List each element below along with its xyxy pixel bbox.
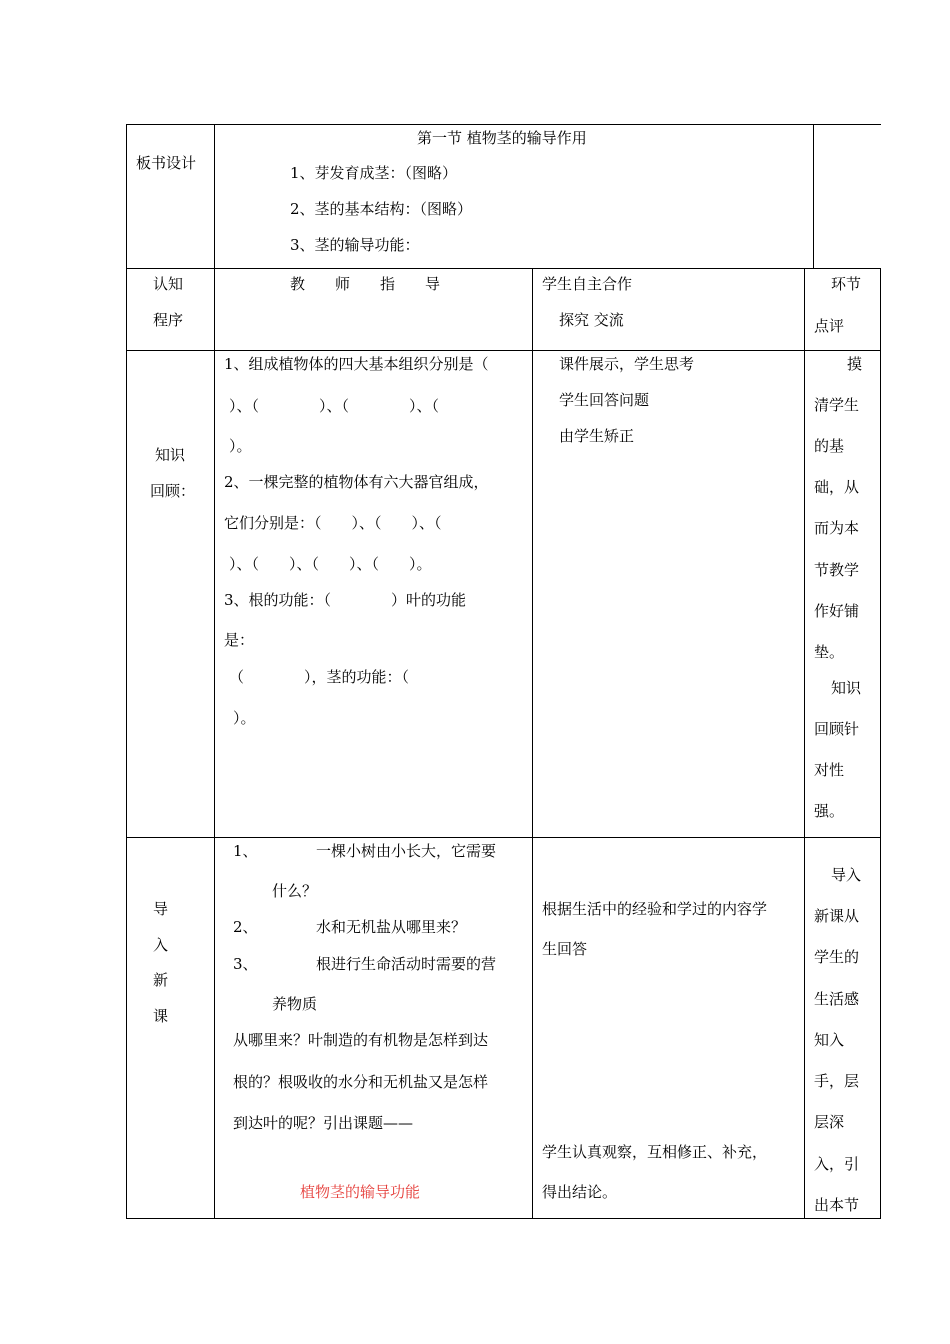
header-bottom-border xyxy=(126,350,881,351)
table-right-border xyxy=(880,268,881,1219)
intro-student-line: 得出结论。 xyxy=(542,1183,618,1201)
intro-label-char: 新 xyxy=(153,971,169,989)
board-item-3: 3、茎的输导功能： xyxy=(290,236,420,254)
review-comment-line: 垫。 xyxy=(814,643,845,661)
review-teacher-line: 3、根的功能：（ ）叶的功能 xyxy=(224,591,467,609)
review-student-line: 由学生矫正 xyxy=(559,427,635,445)
intro-teacher-line: 根的？根吸收的水分和无机盐又是怎样 xyxy=(233,1073,489,1091)
review-teacher-line: ）。 xyxy=(233,709,256,727)
review-comment-line: 强。 xyxy=(814,802,845,820)
review-label-line1: 知识 xyxy=(155,446,186,464)
review-teacher-line: ）。 xyxy=(229,437,252,455)
review-bottom-border xyxy=(126,837,881,838)
review-comment-line: 而为本 xyxy=(814,519,860,537)
intro-comment-line: 层深 xyxy=(814,1113,845,1131)
intro-question-number: 2、 xyxy=(233,918,258,936)
intro-teacher-line: 到达叶的呢？引出课题—— xyxy=(233,1114,414,1132)
header-col4-line1: 环节 xyxy=(831,275,862,293)
review-teacher-line: 它们分别是：（ ）、（ ）、（ xyxy=(224,514,442,532)
review-teacher-line: 2、一棵完整的植物体有六大器官组成， xyxy=(224,473,489,491)
review-teacher-line: ）、（ ）、（ ）、（ xyxy=(229,397,440,415)
intro-student-line: 学生认真观察，互相修正、补充， xyxy=(542,1143,768,1161)
intro-question-text: 根进行生命活动时需要的营 xyxy=(316,955,497,973)
board-bottom-border xyxy=(126,268,881,269)
intro-comment-line: 学生的 xyxy=(814,948,860,966)
intro-comment-line: 手，层 xyxy=(814,1072,860,1090)
review-comment-line: 对性 xyxy=(814,761,845,779)
review-comment-line: 摸 xyxy=(847,355,863,373)
board-item-1: 1、芽发育成茎：（图略） xyxy=(290,164,458,182)
intro-question-number: 1、 xyxy=(233,842,258,860)
lesson-topic: 植物茎的输导功能 xyxy=(300,1183,421,1201)
review-teacher-line: 是： xyxy=(224,631,255,649)
review-student-line: 学生回答问题 xyxy=(559,391,650,409)
col1-divider xyxy=(214,124,215,1219)
header-col3-line1: 学生自主合作 xyxy=(542,275,633,293)
intro-question-number: 3、 xyxy=(233,955,258,973)
table-left-border xyxy=(126,124,127,1219)
intro-student-line: 生回答 xyxy=(542,940,588,958)
review-comment-line: 知识 xyxy=(831,679,862,697)
board-right-divider xyxy=(813,124,814,269)
table-top-border xyxy=(126,124,881,125)
intro-comment-line: 入，引 xyxy=(814,1155,860,1173)
review-teacher-line: 1、组成植物体的四大基本组织分别是（ xyxy=(224,355,489,373)
intro-comment-line: 生活感 xyxy=(814,990,860,1008)
header-col4-line2: 点评 xyxy=(814,317,845,335)
intro-question-text: 水和无机盐从哪里来？ xyxy=(316,918,467,936)
review-comment-line: 作好铺 xyxy=(814,602,860,620)
review-label-line2: 回顾： xyxy=(150,482,196,500)
review-student-line: 课件展示，学生思考 xyxy=(559,355,695,373)
intro-question-continuation: 什么？ xyxy=(272,882,318,900)
table-bottom-border xyxy=(126,1218,881,1219)
review-comment-line: 清学生 xyxy=(814,396,860,414)
intro-comment-line: 出本节 xyxy=(814,1196,860,1214)
intro-question-continuation: 养物质 xyxy=(272,995,318,1013)
intro-question-text: 一棵小树由小长大，它需要 xyxy=(316,842,497,860)
review-teacher-line: （ ），茎的功能：（ xyxy=(229,668,410,686)
intro-student-line: 根据生活中的经验和学过的内容学 xyxy=(542,900,768,918)
col2-divider xyxy=(532,268,533,1219)
header-col3-line2: 探究 交流 xyxy=(559,311,624,329)
header-col1-line2: 程序 xyxy=(153,311,184,329)
review-comment-line: 的基 xyxy=(814,437,845,455)
board-title: 第一节 植物茎的输导作用 xyxy=(417,129,587,147)
col3-divider xyxy=(804,268,805,1219)
review-comment-line: 节教学 xyxy=(814,561,860,579)
board-item-2: 2、茎的基本结构：（图略） xyxy=(290,200,473,218)
intro-label-char: 课 xyxy=(153,1007,169,1025)
header-col1-line1: 认知 xyxy=(153,275,184,293)
intro-comment-line: 新课从 xyxy=(814,907,860,925)
intro-comment-line: 导入 xyxy=(831,866,862,884)
intro-comment-line: 知入 xyxy=(814,1031,845,1049)
review-teacher-line: ）、（ ）、（ ）、（ ）。 xyxy=(229,555,432,573)
intro-teacher-line: 从哪里来？叶制造的有机物是怎样到达 xyxy=(233,1031,489,1049)
review-comment-line: 础，从 xyxy=(814,478,860,496)
header-col2: 教 师 指 导 xyxy=(290,275,441,293)
intro-label-char: 导 xyxy=(153,900,169,918)
review-comment-line: 回顾针 xyxy=(814,720,860,738)
intro-label-char: 入 xyxy=(153,936,169,954)
board-label: 板书设计 xyxy=(136,154,197,172)
